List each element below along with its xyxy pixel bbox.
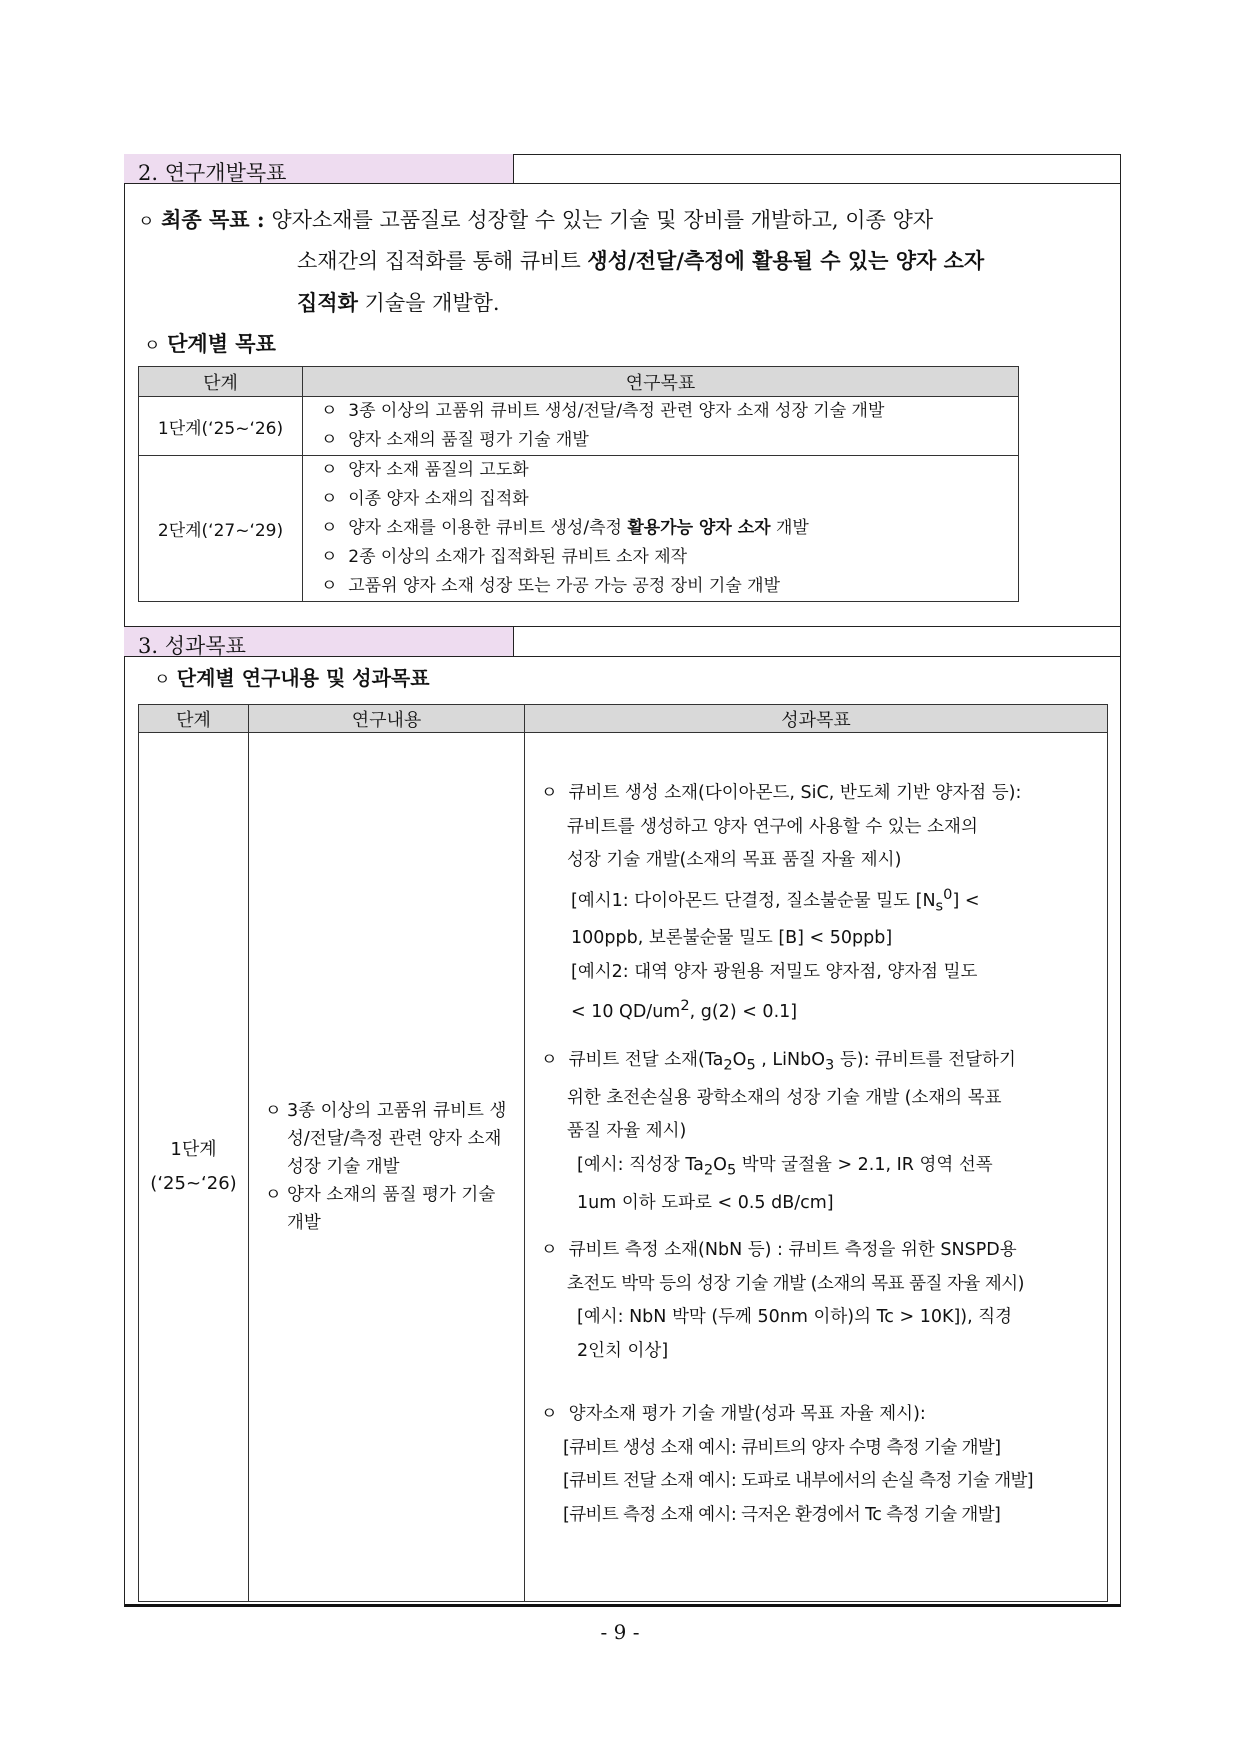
stage-1-goals xyxy=(303,397,1019,456)
bullet-icon: ㅇ xyxy=(144,336,161,356)
goal-item: ㅇ 고품위 양자 소재 성장 또는 가공 가능 공정 장비 기술 개발 xyxy=(321,576,780,596)
goal-item: ㅇ 2종 이상의 소재가 집적화된 큐비트 소자 제작 xyxy=(321,547,688,567)
final-goal-line-1 xyxy=(138,204,933,234)
bullet-icon: ㅇ xyxy=(154,670,171,690)
goal-item: ㅇ 3종 이상의 고품위 큐비트 생성/전달/측정 관련 양자 소재 성장 기술 개발 xyxy=(321,401,885,421)
bullet-icon: ㅇ xyxy=(138,212,155,232)
goal-item: ㅇ 양자 소재를 이용한 큐비트 생성/측정 활용가능 양자 소자 개발 xyxy=(321,518,809,538)
stage-1-period: (‘25~‘26) xyxy=(150,1173,237,1194)
goal-item: ㅇ 양자 소재의 품질 평가 기술 개발 xyxy=(321,430,589,450)
stage-goal-table xyxy=(138,366,1019,602)
header-goal: 연구목표 xyxy=(303,367,1019,397)
content-item: ㅇ 3종 이상의 고품위 큐비트 생성/전달/측정 관련 양자 소재 성장 기술 개발 xyxy=(265,1101,507,1177)
outcome-subheading xyxy=(154,662,430,691)
outcome-item-evaluation: ㅇ 양자소재 평가 기술 개발(성과 목표 자율 제시): [큐비트 생성 소재 예시: 큐비트의 양자 수명 측정 기술 개발] [큐비트 전달 소재 예시: 도파로 내부에서의 손실 측정 기술 개발] [큐비트 측정 소재 예시: 극저온 환경에서 Tc 측정 기술 개발] xyxy=(541,1404,1034,1525)
stage-2-goals xyxy=(303,456,1019,602)
header-stage: 단계 xyxy=(139,705,249,733)
final-goal-label: 최종 목표 : xyxy=(161,207,265,232)
content-item: ㅇ 양자 소재의 품질 평가 기술 개발 xyxy=(265,1185,496,1233)
section-3-header xyxy=(124,626,1121,657)
final-goal-emphasis-2: 집적화 xyxy=(297,290,358,315)
goal-item: ㅇ 이종 양자 소재의 집적화 xyxy=(321,489,529,509)
page-number: - 9 - xyxy=(600,1620,640,1644)
outcome-cell xyxy=(525,733,1108,1602)
outcome-item-measurement: ㅇ 큐비트 측정 소재(NbN 등) : 큐비트 측정을 위한 SNSPD용 초전도 박막 등의 성장 기술 개발 (소재의 목표 품질 자율 제시) [예시: NbN 박막 (두께 50nm 이하)의 Tc > 10K]), 직경 2인치 이상] xyxy=(541,1240,1025,1361)
content-cell xyxy=(249,733,525,1602)
stage-1-cell xyxy=(139,733,249,1602)
stage-1-label: 1단계 xyxy=(170,1139,217,1160)
final-goal-text-2: 소재간의 집적화를 통해 큐비트 xyxy=(297,249,588,273)
outcome-table xyxy=(138,704,1108,1602)
outcome-item-generation: ㅇ 큐비트 생성 소재(다이아몬드, SiC, 반도체 기반 양자점 등): 큐비트를 생성하고 양자 연구에 사용할 수 있는 소재의 성장 기술 개발(소재의 목표 품질 자율 제시) [예시1: 다이아몬드 단결정, 질소불순물 밀도 $[N_s^0]$ < 100ppb, 보론불순물 밀도 [B] < 50ppb] [예시2: 대역 양자 광원용 저밀도 양자점, 양자점 밀도 < 10 $QD/um^2$, g(2) < 0.1] xyxy=(541,783,1022,1023)
final-goal-text-1: 양자소재를 고품질로 성장할 수 있는 기술 및 장비를 개발하고, 이종 양자 xyxy=(271,208,934,232)
stage-goal-heading xyxy=(144,328,276,358)
final-goal-text-3: 기술을 개발함. xyxy=(357,291,500,315)
final-goal-line-2 xyxy=(297,245,984,275)
stage-goal-label: 단계별 목표 xyxy=(167,331,276,356)
section-2-header xyxy=(124,154,1121,184)
section-3-title: 3. 성과목표 xyxy=(138,634,246,658)
header-content: 연구내용 xyxy=(249,705,525,733)
final-goal-line-3 xyxy=(297,287,500,317)
section-2-title: 2. 연구개발목표 xyxy=(138,161,287,185)
outcome-item-transfer: ㅇ 큐비트 전달 소재($Ta_2O_5$ , LiNbO$_3$ 등): 큐비트를 전달하기 위한 초전손실용 광학소재의 성장 기술 개발 (소재의 목표 품질 자율 제시) [예시: 직성장 $Ta_2O_5$ 박막 굴절율 > 2.1, IR 영역 선폭 1um 이하 도파로 < 0.5 dB/cm] xyxy=(541,1049,1016,1213)
goal-item: ㅇ 양자 소재 품질의 고도화 xyxy=(321,460,529,480)
header-stage: 단계 xyxy=(139,367,303,397)
stage-1-cell: 1단계(‘25~‘26) xyxy=(139,397,303,456)
stage-2-cell: 2단계(‘27~‘29) xyxy=(139,456,303,602)
header-outcome: 성과목표 xyxy=(525,705,1108,733)
final-goal-emphasis-1: 생성/전달/측정에 활용될 수 있는 양자 소자 xyxy=(587,248,985,273)
outcome-subheading-label: 단계별 연구내용 및 성과목표 xyxy=(176,666,430,690)
